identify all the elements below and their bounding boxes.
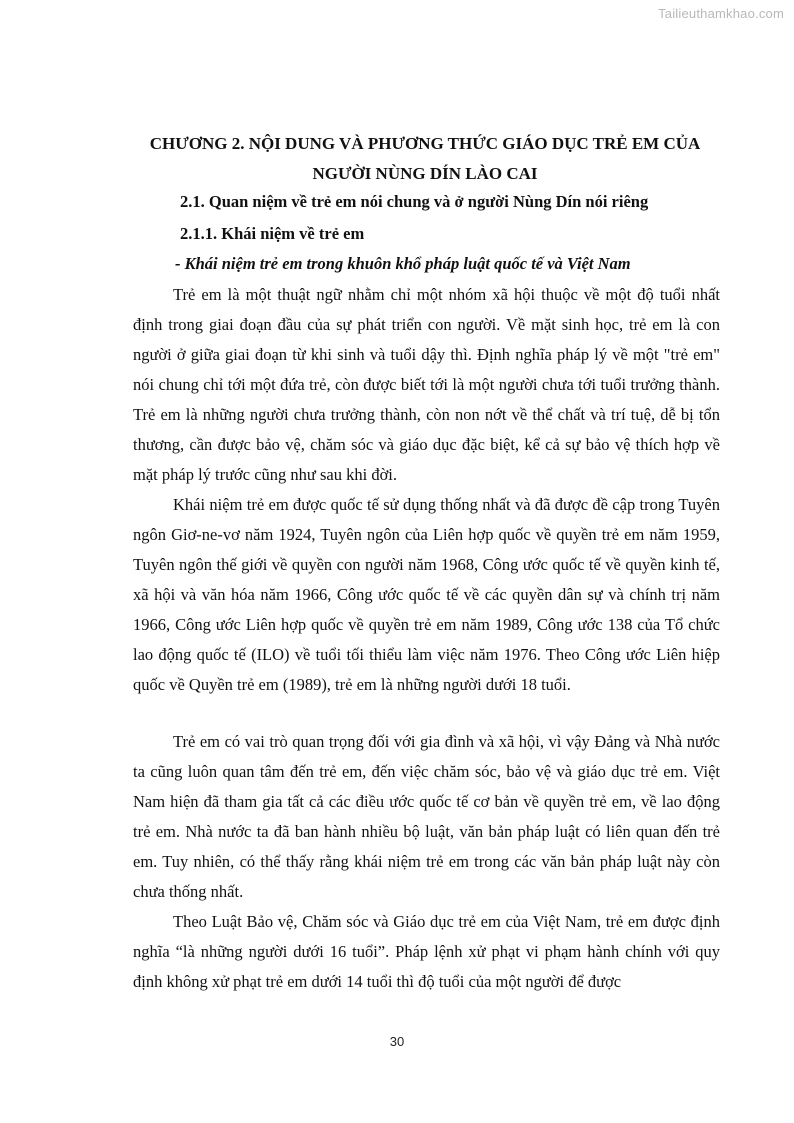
paragraph-2: Khái niệm trẻ em được quốc tế sử dụng thống nhất và đã được đề cập trong Tuyên ngôn Giơ-ne-vơ năm 1924, Tuyên ngôn của Liên hợp quốc về quyền trẻ em năm 1959, Tuyên ngôn thế giới về quyền con người năm 1968, Công ước quốc tế về quyền kinh tế, xã hội và văn hóa năm 1966, Công ước quốc tế về các quyền dân sự và chính trị năm 1966, Công ước Liên hợp quốc về quyền trẻ em năm 1989, Công ước 138 của Tổ chức lao động quốc tế (ILO) về tuổi tối thiểu làm việc năm 1976. Theo Công ước Liên hiệp quốc về Quyền trẻ em (1989), trẻ em là những người dưới 18 tuổi. [133,495,720,694]
subsection-heading: 2.1.1. Khái niệm về trẻ em [180,224,365,243]
chapter-title-line-2: NGƯỜI NÙNG DÍN LÀO CAI [312,164,538,183]
watermark: Tailieuthamkhao.com [658,6,784,21]
italic-subheading: - Khái niệm trẻ em trong khuôn khổ pháp luật quốc tế và Việt Nam [175,254,631,273]
chapter-title-line-1: CHƯƠNG 2. NỘI DUNG VÀ PHƯƠNG THỨC GIÁO DỤC TRẺ EM CỦA [149,134,701,153]
chapter-title [120,129,730,189]
page-number: 30 [389,1034,405,1049]
paragraph-3: Trẻ em có vai trò quan trọng đối với gia đình và xã hội, vì vậy Đảng và Nhà nước ta cũng luôn quan tâm đến trẻ em, đến việc chăm sóc, bảo vệ và giáo dục trẻ em. Việt Nam hiện đã tham gia tất cả các điều ước quốc tế cơ bản về quyền trẻ em, về lao động trẻ em. Nhà nước ta đã ban hành nhiều bộ luật, văn bản pháp luật có liên quan đến trẻ em. Tuy nhiên, có thể thấy rằng khái niệm trẻ em trong các văn bản pháp luật này còn chưa thống nhất. [133,732,720,901]
paragraph-4: Theo Luật Bảo vệ, Chăm sóc và Giáo dục trẻ em của Việt Nam, trẻ em được định nghĩa “là những người dưới 16 tuổi”. Pháp lệnh xử phạt vi phạm hành chính với quy định không xử phạt trẻ em dưới 14 tuổi thì độ tuổi của một người để được [133,912,720,991]
section-heading: 2.1. Quan niệm về trẻ em nói chung và ở người Nùng Dín nói riêng [180,192,649,211]
paragraph-1: Trẻ em là một thuật ngữ nhằm chỉ một nhóm xã hội thuộc về một độ tuổi nhất định trong giai đoạn đầu của sự phát triển con người. Về mặt sinh học, trẻ em là con người ở giữa giai đoạn từ khi sinh và tuổi dậy thì. Định nghĩa pháp lý về một "trẻ em" nói chung chỉ tới một đứa trẻ, còn được biết tới là một người chưa tới tuổi trưởng thành. Trẻ em là những người chưa trưởng thành, còn non nớt về thể chất và trí tuệ, dễ bị tổn thương, cần được bảo vệ, chăm sóc và giáo dục đặc biệt, kể cả sự bảo vệ thích hợp về mặt pháp lý trước cũng như sau khi đời. [133,285,720,484]
